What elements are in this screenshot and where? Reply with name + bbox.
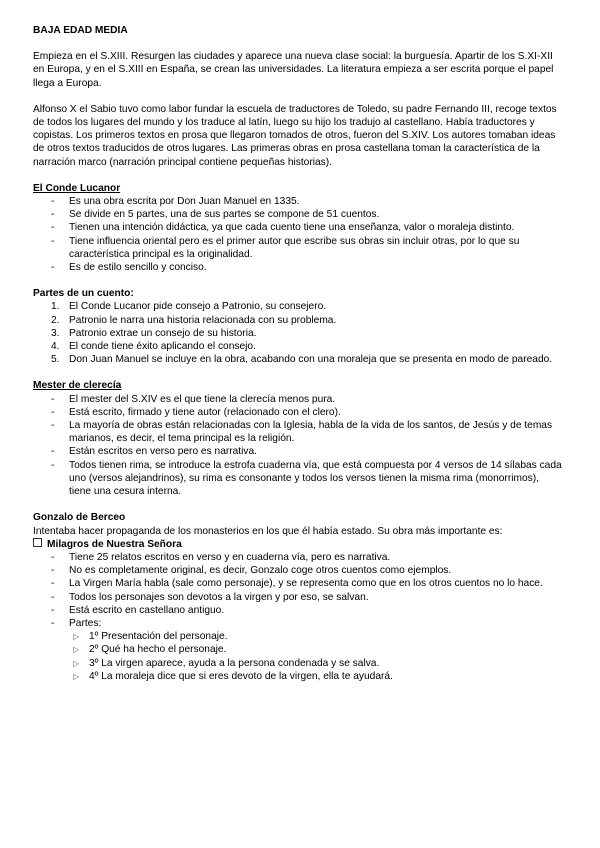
- alfonso-paragraph: Alfonso X el Sabio tuvo como labor fundar la escuela de traductores de Toledo, su padre Fernando III, recoge textos de todos los lugares del mundo y los traduce al latín, luego su hijo los tradujo al castellano. Había traductores y copistas. Los primeros textos en prosa que llegaron tomados de otros, fueron del S.XIV. Los autores tomaban ideas de otros textos traducidos de otros lugares. Las primeras obras en prosa castellana toman la característica de la narración marco (narración principal contiene pequeñas historias).: [33, 103, 557, 168]
- list-item: - Está escrito, firmado y tiene autor (relacionado con el clero).: [33, 406, 563, 419]
- list-item: - Se divide en 5 partes, una de sus partes se compone de 51 cuentos.: [33, 208, 563, 221]
- sub-list-item: ▷ 3º La virgen aparece, ayuda a la persona condenada y se salva.: [73, 657, 380, 669]
- list-item: - Están escritos en verso pero es narrativa.: [33, 445, 563, 458]
- list-item: - Partes:: [33, 617, 563, 630]
- work-title: Milagros de Nuestra Señora: [33, 538, 563, 551]
- arrow-icon: ▷: [73, 658, 80, 668]
- list-item: 5. Don Juan Manuel se incluye en la obra, acabando con una moraleja que se presenta en modo de pareado.: [51, 354, 553, 366]
- list-item: - El mester del S.XIV es el que tiene la clerecía menos pura.: [33, 393, 563, 406]
- list-item: - La mayoría de obras están relacionadas con la Iglesia, habla de la vida de los santos, de Jesús y de temas marianos, es decir, el tema principal es la religión.: [33, 419, 563, 445]
- mester-list: [33, 393, 563, 499]
- list-item: - Todos los personajes son devotos a la virgen y por eso, se salvan.: [33, 591, 563, 604]
- list-item: - Está escrito en castellano antiguo.: [33, 604, 563, 617]
- page-title: BAJA EDAD MEDIA: [33, 25, 128, 36]
- list-item: - Tiene 25 relatos escritos en verso y en cuaderna vía, pero es narrativa.: [33, 551, 563, 564]
- arrow-icon: ▷: [73, 632, 80, 642]
- berceo-list: [33, 551, 563, 630]
- berceo-paragraph: Intentaba hacer propaganda de los monasterios en los que él había estado. Su obra más importante es:: [33, 525, 503, 537]
- intro-paragraph: Empieza en el S.XIII. Resurgen las ciudades y aparece una nueva clase social: la burguesía. Apartir de los S.XI-XII en Europa, y en el S.XIII en España, se crean las universidades. La literatura empieza a ser escrita porque el papel llega a Europa.: [33, 51, 554, 89]
- list-item: - Tiene influencia oriental pero es el primer autor que escribe sus obras sin incluir otras, por lo que su característica principal es la originalidad.: [33, 235, 563, 261]
- mester-heading: Mester de clerecía: [33, 380, 122, 392]
- partes-list: [33, 300, 563, 366]
- list-item: - Todos tienen rima, se introduce la estrofa cuaderna vía, que está compuesta por 4 versos de 14 sílabas cada uno (versos alejandrinos), su rima es consonante y todos los versos tienen la misma rima (monorrimos), tiene una cesura interna.: [33, 459, 563, 499]
- list-item: 2. Patronio le narra una historia relacionada con su problema.: [51, 314, 337, 326]
- sub-list-item: ▷ 1º Presentación del personaje.: [73, 631, 228, 643]
- list-item: - Tienen una intención didáctica, ya que cada cuento tiene una enseñanza, valor o moraleja distinto.: [33, 221, 563, 234]
- berceo-heading: Gonzalo de Berceo: [33, 512, 126, 524]
- lucanor-heading: El Conde Lucanor: [33, 182, 121, 194]
- list-item: 3. Patronio extrae un consejo de su historia.: [51, 327, 257, 339]
- list-item: 4. El conde tiene éxito aplicando el consejo.: [51, 341, 256, 353]
- list-item: 1. El Conde Lucanor pide consejo a Patronio, su consejero.: [51, 301, 327, 313]
- arrow-icon: ▷: [73, 645, 80, 655]
- list-item: - La Virgen María habla (sale como personaje), y se representa como que en los otros cuentos no lo hace.: [33, 577, 563, 590]
- list-item: - No es completamente original, es decir, Gonzalo coge otros cuentos como ejemplos.: [33, 564, 563, 577]
- sub-list-item: ▷ 4º La moraleja dice que si eres devoto de la virgen, ella te ayudará.: [73, 670, 393, 682]
- partes-heading: Partes de un cuento:: [33, 288, 134, 300]
- list-item: - Es una obra escrita por Don Juan Manuel en 1335.: [33, 195, 563, 208]
- arrow-icon: ▷: [73, 671, 80, 681]
- checkbox-icon: [33, 538, 42, 547]
- document-page: [33, 24, 563, 683]
- list-item: - Es de estilo sencillo y conciso.: [33, 261, 563, 274]
- sub-list-item: ▷ 2º Qué ha hecho el personaje.: [73, 644, 227, 656]
- lucanor-list: [33, 195, 563, 274]
- berceo-sublist: [33, 630, 563, 683]
